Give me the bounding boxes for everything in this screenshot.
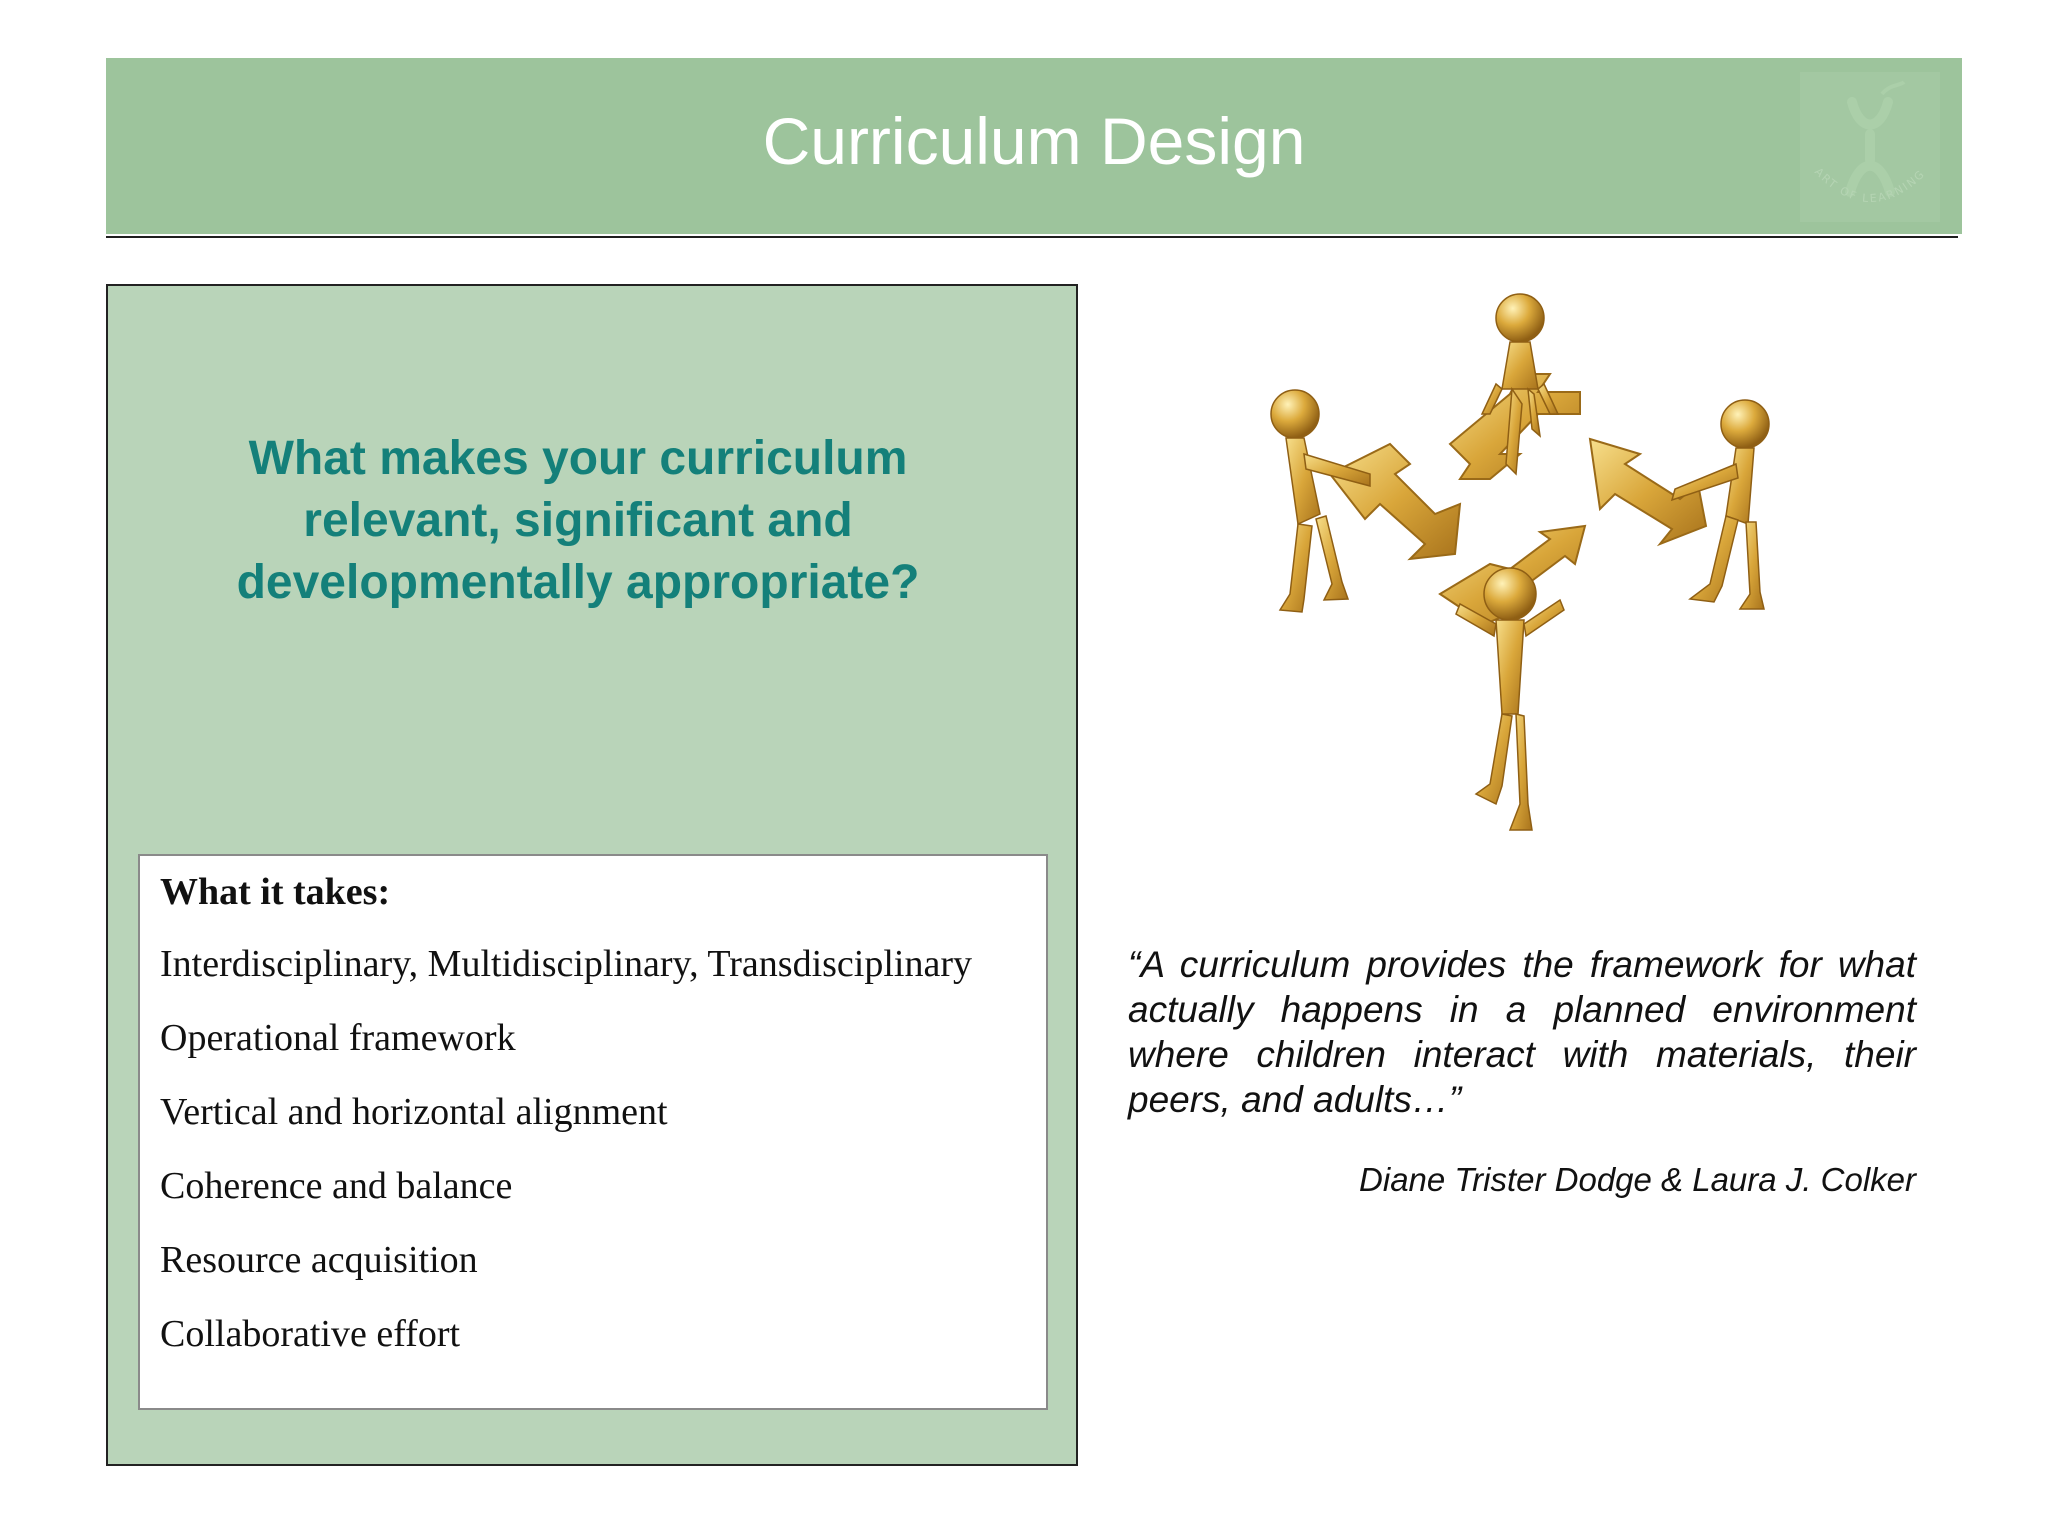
svg-text:ART OF LEARNING: ART OF LEARNING xyxy=(1811,165,1929,206)
what-it-takes-heading: What it takes: xyxy=(160,871,391,913)
gold-figures-arrows-illustration xyxy=(1220,264,1820,864)
question-panel xyxy=(106,284,1078,1466)
list-item: Coherence and balance xyxy=(160,1165,513,1207)
slide-title: Curriculum Design xyxy=(762,104,1306,178)
list-item: Vertical and horizontal alignment xyxy=(160,1091,668,1133)
what-it-takes-box xyxy=(138,854,1048,1410)
quote-attribution: Diane Trister Dodge & Laura J. Colker xyxy=(1359,1161,1916,1198)
list-item: Interdisciplinary, Multidisciplinary, Transdisciplinary xyxy=(160,943,972,985)
header-divider xyxy=(106,236,1958,238)
art-of-learning-logo xyxy=(1800,72,1940,222)
slide-header xyxy=(106,58,1962,234)
list-item: Operational framework xyxy=(160,1017,516,1059)
list-item: Collaborative effort xyxy=(160,1313,461,1355)
curriculum-quote: “A curriculum provides the framework for what actually happens in a planned environment where children interact with materials, their peers, and adults…” xyxy=(1128,944,1916,1120)
panel-question: What makes your curriculum relevant, significant and developmentally appropriate? xyxy=(236,432,920,609)
list-item: Resource acquisition xyxy=(160,1239,478,1281)
